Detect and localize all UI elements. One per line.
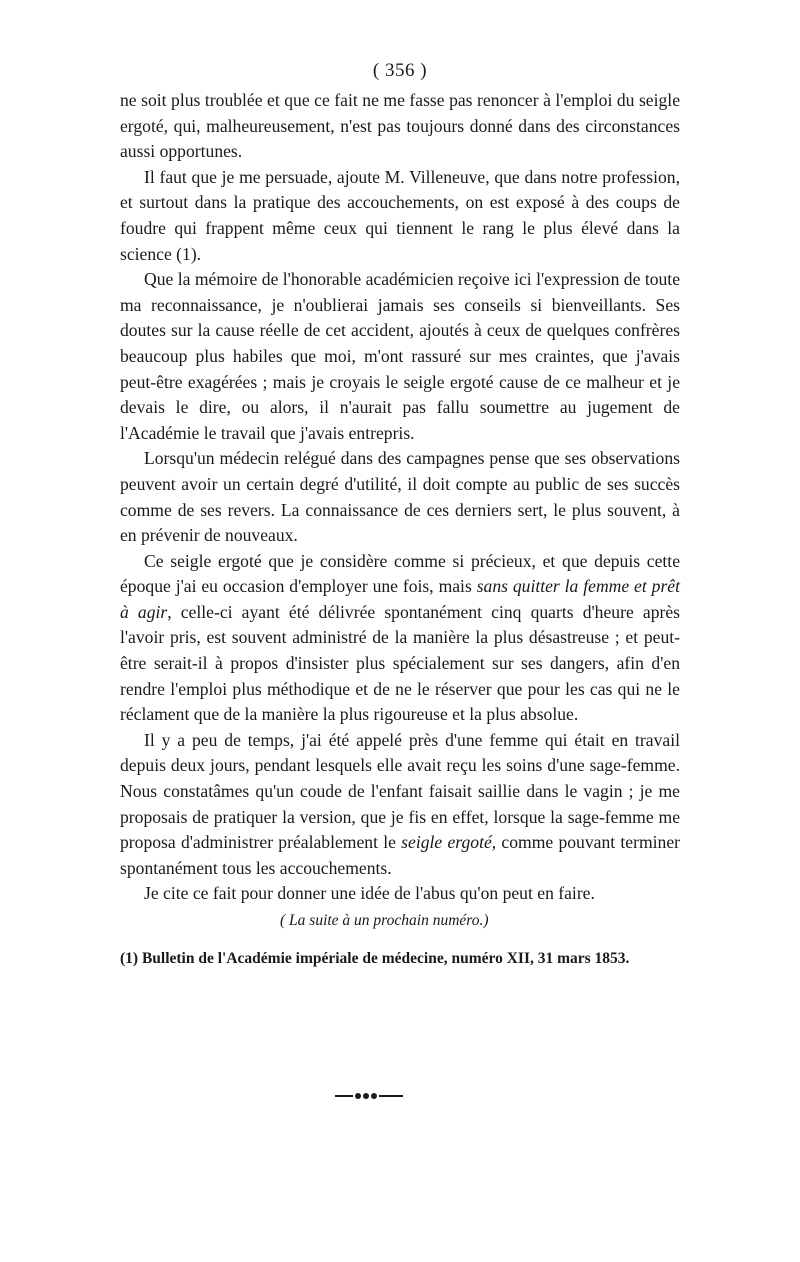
paragraph-text: , comme pouvant terminer spontanément tous les accouchements.: [120, 832, 680, 878]
paragraph-text: Que la mémoire de l'honorable académicien reçoive ici l'expression de toute ma reconnaissance, je n'oublierai jamais ses conseils si bienveillants. Ses doutes sur la cause réelle de cet accident, ajoutés à ceux de quelques confrères beaucoup plus habiles que moi, m'ont rassuré sur mes craintes, que j'avais peut-être exagérées ; mais je croyais le seigle ergoté cause de ce malheur et je devais le dire, ou alors, il n'aurait pas fallu soumettre au jugement de l'Académie le travail que j'avais entrepris.: [120, 269, 680, 443]
paragraph: [120, 446, 680, 548]
paragraph: [120, 728, 680, 882]
paragraph: [120, 165, 680, 267]
ornament-bar-left: [335, 1095, 353, 1097]
continuation-note: ( La suite à un prochain numéro.): [280, 912, 489, 929]
ornament-dot: [363, 1093, 369, 1099]
ornament-dot: [371, 1093, 377, 1099]
paragraph-text: Il y a peu de temps, j'ai été appelé près d'une femme qui était en travail depuis deux jours, pendant lesquels elle avait reçu les soins d'une sage-femme. Nous constatâmes qu'un coude de l'enfant faisait saillie dans le vagin ; je me proposais de pratiquer la version, que je fis en effet, lorsque la sage-femme me proposa d'administrer préalablement le: [120, 729, 680, 853]
continuation-note-wrap: [120, 907, 680, 935]
paragraph: [120, 267, 680, 446]
page-content: [120, 60, 680, 968]
paragraph-text: ne soit plus troublée et que ce fait ne me fasse pas renoncer à l'emploi du seigle ergoté, qui, malheureusement, n'est pas toujours donné dans des circonstances aussi opportunes.: [120, 90, 680, 162]
paragraph-text: Ce seigle ergoté que je considère comme si précieux, et que depuis cette époque j'ai eu occasion d'employer une fois, mais: [120, 550, 680, 597]
italic-text: seigle ergoté: [401, 832, 492, 853]
ornament-bar-right: [379, 1095, 403, 1097]
paragraph-text: Je cite ce fait pour donner une idée de l'abus qu'on peut en faire.: [144, 883, 595, 904]
paragraph: [120, 549, 680, 728]
page-number: ( 356 ): [372, 60, 428, 81]
paragraph-text: Il faut que je me persuade, ajoute M. Villeneuve, que dans notre profession, et surtout dans la pratique des accouchements, on est exposé à des coups de foudre qui frappent même ceux qui tiennent le rang le plus élevé dans la science (1).: [120, 166, 680, 264]
ornament-dot: [355, 1093, 361, 1099]
footnote: (1) Bulletin de l'Académie impériale de médecine, numéro XII, 31 mars 1853.: [120, 950, 630, 967]
paragraph-text: Lorsqu'un médecin relégué dans des campagnes pense que ses observations peuvent avoir un certain degré d'utilité, il doit compte au public de ses succès comme de ses revers. La connaissance de ces derniers sert, le plus souvent, à en prévenir de nouveaux.: [120, 448, 680, 546]
paragraph-text: , celle-ci ayant été délivrée spontanément cinq quarts d'heure après l'avoir pris, est souvent administré de la manière la plus désastreuse ; et peut-être serait-il à propos d'insister plus spécialement sur ses dangers, afin d'en rendre l'emploi plus méthodique et de ne le réserver que pour les cas qui ne le réclament que de la manière la plus rigoureuse et la plus absolue.: [120, 601, 681, 725]
end-ornament: [335, 1093, 405, 1099]
body-text: [120, 88, 680, 907]
paragraph: [120, 88, 680, 165]
paragraph: [120, 881, 680, 907]
italic-text: sans quitter la femme et prêt à agir: [120, 576, 680, 622]
